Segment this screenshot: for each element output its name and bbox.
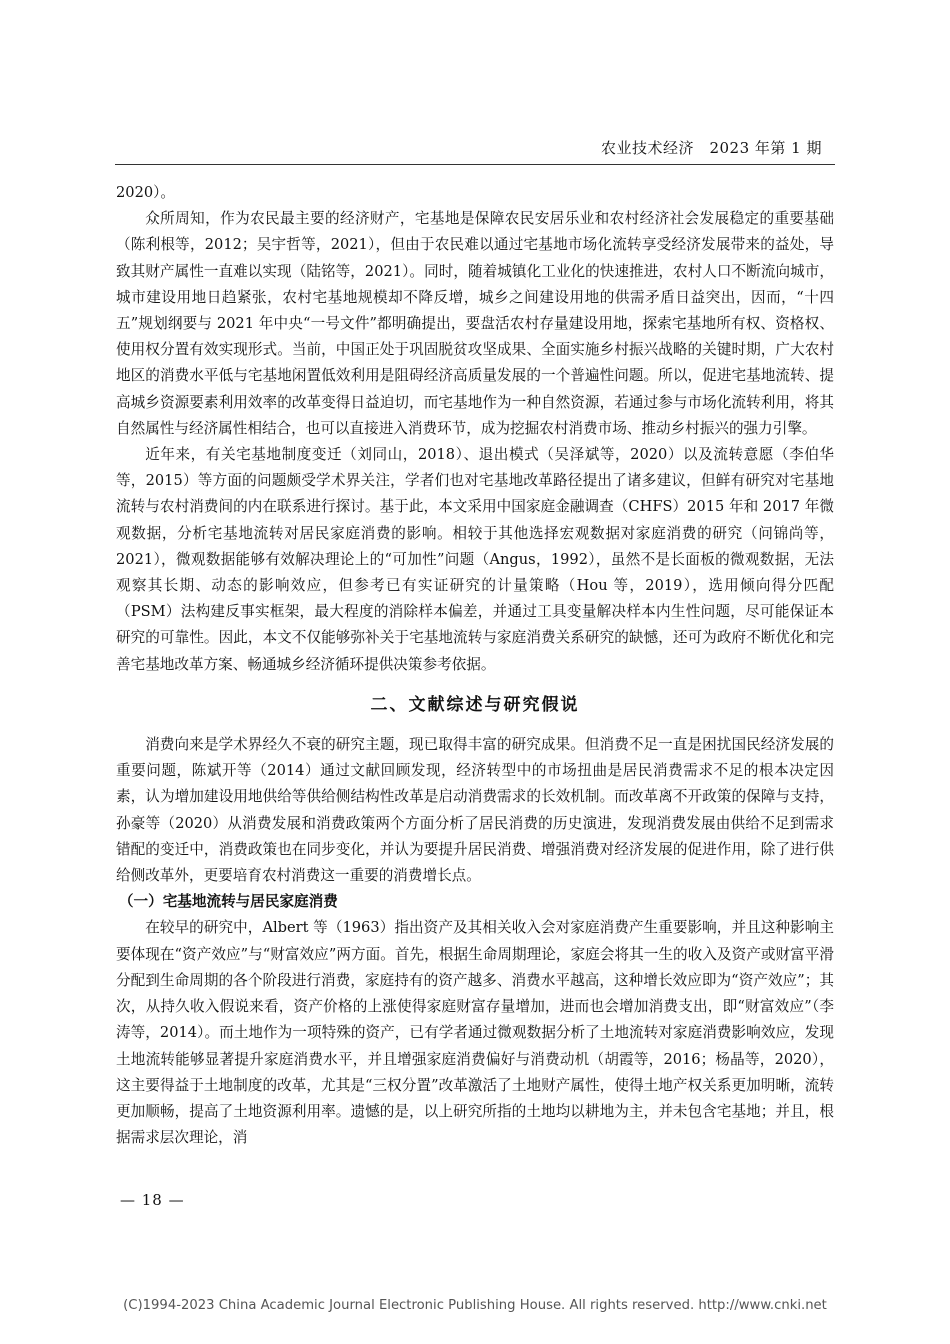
section-title: 二、文献综述与研究假说 [370, 694, 580, 715]
subsection-title: （一）宅基地流转与居民家庭消费 [118, 893, 338, 911]
article-body [116, 180, 834, 1151]
running-header: 农业技术经济 2023 年第 1 期 [600, 139, 822, 157]
copyright-notice: (C)1994-2023 China Academic Journal Electronic Publishing House. All rights reserved. http://www.cnki.net [123, 1298, 827, 1313]
paragraph-1: 众所周知，作为农民最主要的经济财产，宅基地是保障农民安居乐业和农村经济社会发展稳定的重要基础（陈利根等，2012；吴宇哲等，2021），但由于农民难以通过宅基地市场化流转享受经济发展带来的益处，导致其财产属性一直难以实现（陆铭等，2021）。同时，随着城镇化工业化的快速推进，农村人口不断流向城市，城市建设用地日趋紧张，农村宅基地规模却不降反增，城乡之间建设用地的供需矛盾日益突出，因而，“十四五”规划纲要与 2021 年中央“一号文件”都明确提出，要盘活农村存量建设用地，探索宅基地所有权、资格权、使用权分置有效实现形式。当前，中国正处于巩固脱贫攻坚成果、全面实施乡村振兴战略的关键时期，广大农村地区的消费水平低与宅基地闲置低效利用是阻碍经济高质量发展的一个普遍性问题。所以，促进宅基地流转、提高城乡资源要素利用效率的改革变得日益迫切，而宅基地作为一种自然资源，若通过参与市场化流转利用，将其自然属性与经济属性相结合，也可以直接进入消费环节，成为挖掘农村消费市场、推动乡村振兴的强力引擎。 [116, 210, 834, 437]
page-number: — 18 — [120, 1191, 185, 1209]
paragraph-continuation: 2020）。 [116, 184, 176, 201]
paragraph-4: 在较早的研究中，Albert 等（1963）指出资产及其相关收入会对家庭消费产生重要影响，并且这种影响主要体现在“资产效应”与“财富效应”两方面。首先，根据生命周期理论，家庭会将其一生的收入及资产或财富平滑分配到生命周期的各个阶段进行消费，家庭持有的资产越多、消费水平越高，这种增长效应即为“资产效应”；其次，从持久收入假说来看，资产价格的上涨使得家庭财富存量增加，进而也会增加消费支出，即“财富效应”（李涛等，2014）。而土地作为一项特殊的资产，已有学者通过微观数据分析了土地流转对家庭消费影响效应，发现土地流转能够显著提升家庭消费水平，并且增强家庭消费偏好与消费动机（胡霞等，2016；杨晶等，2020），这主要得益于土地制度的改革，尤其是“三权分置”改革激活了土地财产属性，使得土地产权关系更加明晰，流转更加顺畅，提高了土地资源利用率。遗憾的是，以上研究所指的土地均以耕地为主，并未包含宅基地；并且，根据需求层次理论，消 [116, 919, 834, 1147]
paragraph-3: 消费向来是学术界经久不衰的研究主题，现已取得丰富的研究成果。但消费不足一直是困扰国民经济发展的重要问题，陈斌开等（2014）通过文献回顾发现，经济转型中的市场扭曲是居民消费需求不足的根本决定因素，认为增加建设用地供给等供给侧结构性改革是启动消费需求的长效机制。而改革离不开政策的保障与支持，孙豪等（2020）从消费发展和消费政策两个方面分析了居民消费的历史演进，发现消费发展由供给不足到需求错配的变迁中，消费政策也在同步变化，并认为要提升居民消费、增强消费对经济发展的促进作用，除了进行供给侧改革外，更要培育农村消费这一重要的消费增长点。 [116, 736, 834, 885]
header-rule [115, 164, 835, 165]
paragraph-2: 近年来，有关宅基地制度变迁（刘同山，2018）、退出模式（吴泽斌等，2020）以及流转意愿（李伯华等，2015）等方面的问题颇受学术界关注，学者们也对宅基地改革路径提出了诸多建议，但鲜有研究对宅基地流转与农村消费间的内在联系进行探讨。基于此，本文采用中国家庭金融调查（CHFS）2015 年和 2017 年微观数据，分析宅基地流转对居民家庭消费的影响。相较于其他选择宏观数据对家庭消费的研究（问锦尚等，2021），微观数据能够有效解决理论上的“可加性”问题（Angus，1992），虽然不是长面板的微观数据，无法观察其长期、动态的影响效应，但参考已有实证研究的计量策略（Hou 等，2019），选用倾向得分匹配（PSM）法构建反事实框架，最大程度的消除样本偏差，并通过工具变量解决样本内生性问题，尽可能保证本研究的可靠性。因此，本文不仅能够弥补关于宅基地流转与家庭消费关系研究的缺憾，还可为政府不断优化和完善宅基地改革方案、畅通城乡经济循环提供决策参考依据。 [116, 446, 834, 673]
